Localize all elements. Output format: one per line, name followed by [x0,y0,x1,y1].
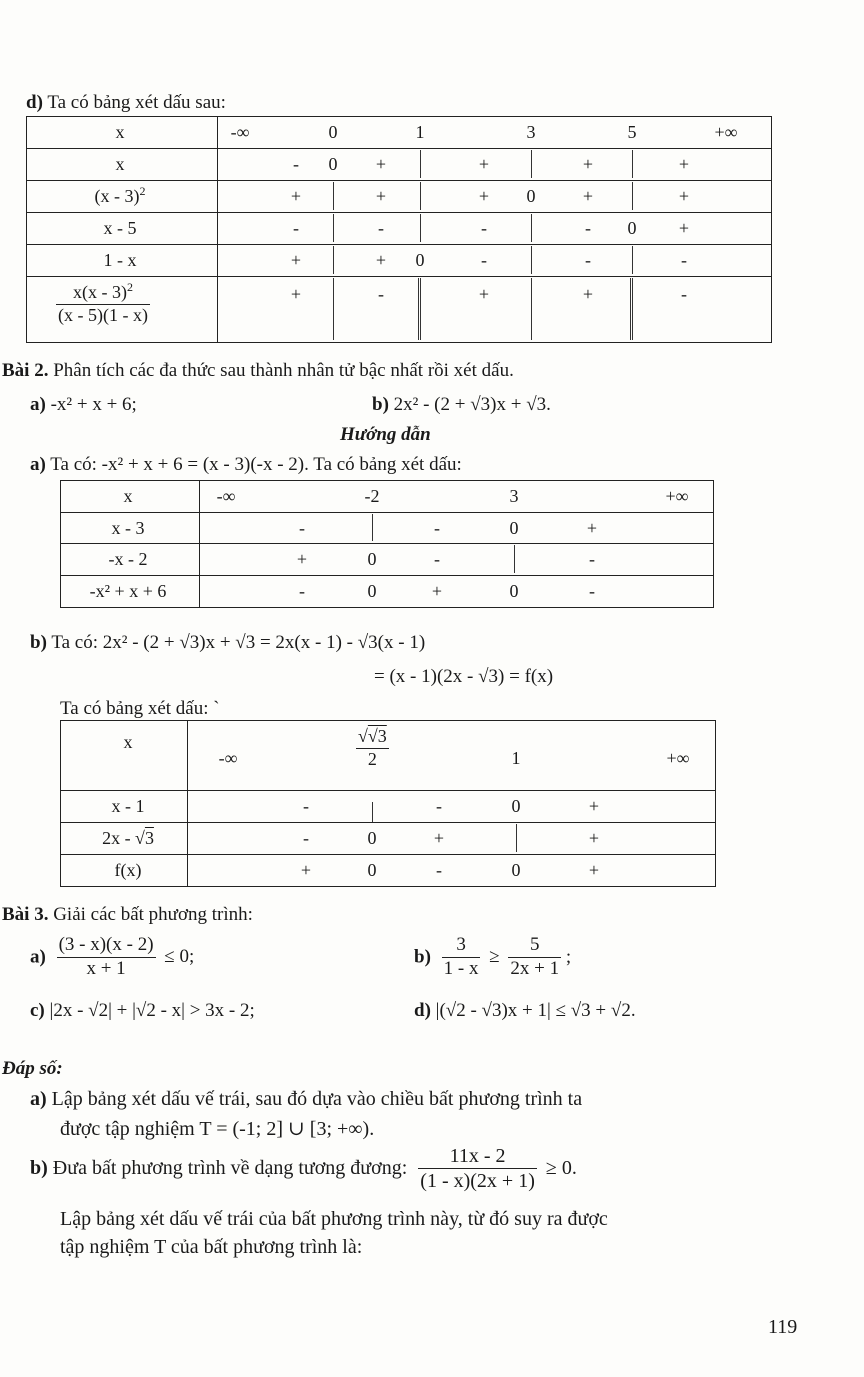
bai2-b-table-intro: Ta có bảng xét dấu: ` [60,698,220,719]
t1-sign: - [585,218,591,238]
t3-sign: + [588,860,600,880]
t2-sign: - [434,518,440,538]
t1-sign: 0 [415,250,425,270]
t3-sign: - [303,828,309,848]
t1-row-sq-label: (x - 3)$^2$ [94,184,146,206]
t3-header-x: x [123,732,133,752]
part-d-heading [26,92,226,114]
t2-sign: - [434,549,440,569]
bai2-b: b) 2x² - (2 + √3)x + √3. [372,394,551,415]
bai3-title [2,904,253,926]
answer-a-line1: a) Lập bảng xét dấu vế trái, sau đó dựa vào chiều bất phương trình ta [30,1088,583,1110]
t1-sign: + [582,154,594,174]
t2-row2-label: -x - 2 [108,549,148,569]
t1-header-neg-inf: -∞ [230,122,250,142]
t2-row1-label: x - 3 [111,518,145,538]
t1-header-pos-inf: +∞ [714,122,738,142]
t1-row-1x-label: 1 - x [103,250,137,270]
t2-row3-label: -x² + x + 6 [89,581,167,601]
t1-sign: + [478,186,490,206]
t1-sign: - [681,250,687,270]
t1-header-0: 0 [328,122,338,142]
t3-row1-label: x - 1 [111,796,145,816]
bai3-c: c) |2x - √2| + |√2 - x| > 3x - 2; [30,1000,255,1021]
t3-row2-label: 2x - √3 [102,828,154,848]
t2-sign: - [589,549,595,569]
t1-sign: - [681,284,687,304]
bai3-b: b) $\frac{3}{1 - x}$ ≥ $\frac{5}{2x + 1}$ ; [414,934,572,979]
part-d-intro: Ta có bảng xét dấu sau: [47,92,226,113]
t2-sign: 0 [367,581,377,601]
t3-sign: 0 [511,796,521,816]
t1-row-frac-label: $\frac{x(x - 3)^2}{(x - 5)(1 - x)}$ [58,280,148,325]
t3-header-pos-inf: +∞ [666,748,690,768]
t1-sign: - [585,250,591,270]
t1-sign: + [375,186,387,206]
bai2-title [2,360,514,382]
answer-a-line2: được tập nghiệm T = (-1; 2] ∪ [3; +∞). [60,1118,375,1140]
bai3-label: Bài 3. [2,904,49,925]
t1-sign: + [582,284,594,304]
bai2-label: Bài 2. [2,360,49,381]
t2-sign: - [299,518,305,538]
bai3-d: d) |(√2 - √3)x + 1| ≤ √3 + √2. [414,1000,636,1021]
part-d-label: d) [26,92,43,113]
answer-b-line1: b) Đưa bất phương trình về dạng tương đương: $\frac{11x - 2}{(1 - x)(2x + 1)}$ ≥ 0. [30,1145,577,1192]
t3-sign: + [433,828,445,848]
bai2-b-solution-line2: = (x - 1)(2x - √3) = f(x) [374,666,554,687]
t3-sign: + [300,860,312,880]
t3-sign: 0 [367,860,377,880]
t2-header-x: x [123,486,133,506]
bai2-b-solution-line1: b) Ta có: 2x² - (2 + √3)x + √3 = 2x(x - 1) - √3(x - 1) [30,632,426,653]
t2-sign: 0 [509,518,519,538]
t1-header-5: 5 [627,122,637,142]
t1-sign: + [678,154,690,174]
t1-sign: - [378,284,384,304]
t2-header-3: 3 [509,486,519,506]
t1-sign: + [478,284,490,304]
bai2-guide-heading: Hướng dẫn [340,424,431,445]
answer-b-line2: Lập bảng xét dấu vế trái của bất phương trình này, từ đó suy ra được [60,1208,608,1230]
t2-sign: 0 [367,549,377,569]
t1-sign: - [481,250,487,270]
t3-sign: + [588,796,600,816]
answer-b-line3: tập nghiệm T của bất phương trình là: [60,1236,363,1258]
t3-row3-label: f(x) [114,860,142,880]
t1-sign: + [290,284,302,304]
t1-sign: - [293,154,299,174]
t2-sign: + [586,518,598,538]
t1-sign: + [375,154,387,174]
t3-sign: - [303,796,309,816]
t1-sign: + [582,186,594,206]
t1-row-x-label: x [115,154,125,174]
t3-header-1: 1 [511,748,521,768]
answers-heading: Đáp số: [2,1058,63,1079]
t1-sign: + [290,186,302,206]
t2-sign: - [299,581,305,601]
t1-sign: - [481,218,487,238]
t1-sign: + [478,154,490,174]
t1-sign: 0 [328,154,338,174]
t2-sign: + [296,549,308,569]
t3-sign: 0 [367,828,377,848]
t1-row-x5-label: x - 5 [103,218,137,238]
t3-sign: 0 [511,860,521,880]
t3-header-sqrt3-over-2: $\frac{√√3}{2}$ [358,726,387,769]
t2-sign: - [589,581,595,601]
bai3-text: Giải các bất phương trình: [53,904,253,925]
t2-header-m2: -2 [364,486,380,506]
t1-sign: + [375,250,387,270]
t2-header-neg-inf: -∞ [216,486,236,506]
bai2-text: Phân tích các đa thức sau thành nhân tử bậc nhất rồi xét dấu. [53,360,514,381]
bai2-a: a) -x² + x + 6; [30,394,137,415]
t2-sign: + [431,581,443,601]
t2-header-pos-inf: +∞ [665,486,689,506]
t1-sign: - [293,218,299,238]
t3-header-neg-inf: -∞ [218,748,238,768]
t3-sign: + [588,828,600,848]
bai3-a: a) $\frac{(3 - x)(x - 2)}{x + 1}$ ≤ 0; [30,934,195,979]
t1-header-1: 1 [415,122,425,142]
t1-sign: 0 [627,218,637,238]
bai2-a-solution: a) Ta có: -x² + x + 6 = (x - 3)(-x - 2). Ta có bảng xét dấu: [30,454,462,475]
page-number: 119 [768,1316,798,1338]
t1-sign: 0 [526,186,536,206]
t1-sign: + [678,218,690,238]
t1-header-3: 3 [526,122,536,142]
t1-sign: + [290,250,302,270]
t3-sign: - [436,796,442,816]
t1-header-x: x [115,122,125,142]
t3-sign: - [436,860,442,880]
t1-sign: - [378,218,384,238]
t2-sign: 0 [509,581,519,601]
t1-sign: + [678,186,690,206]
